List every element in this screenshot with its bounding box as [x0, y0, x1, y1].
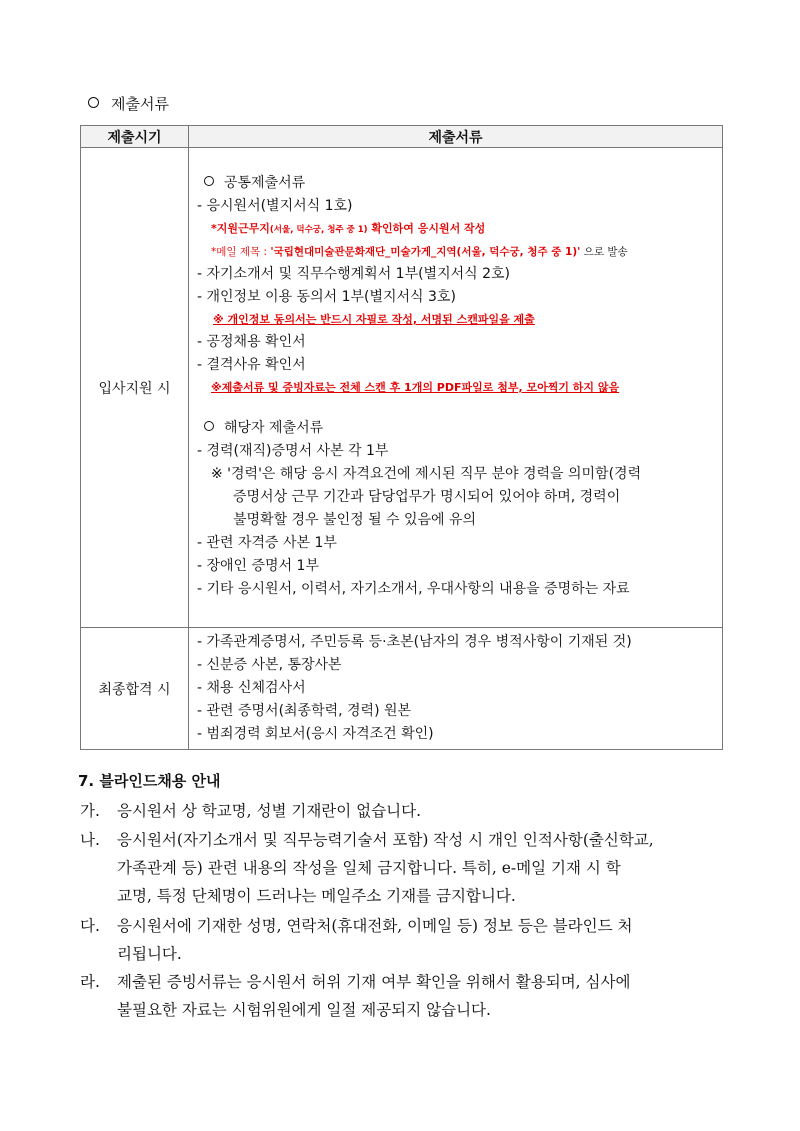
section-7-title: 7. 블라인드채용 안내	[78, 772, 221, 790]
list-item: - 기타 응시원서, 이력서, 자기소개서, 우대사항의 내용을 증명하는 자료	[197, 581, 630, 597]
list-item: 가. 응시원서 상 학교명, 성별 기재란이 없습니다.	[80, 802, 422, 820]
row-docs-final	[189, 628, 723, 750]
table-header-row	[81, 126, 723, 148]
submission-documents-table	[80, 125, 723, 750]
career-reference-note-cont: 불명확할 경우 불인정 될 수 있음에 유의	[233, 512, 477, 528]
list-item: - 범죄경력 회보서(응시 자격조건 확인)	[197, 726, 434, 742]
list-item: - 관련 증명서(최종학력, 경력) 원본	[197, 703, 412, 719]
row-time-apply: 입사지원 시	[81, 148, 189, 628]
table-row	[81, 148, 723, 628]
list-item: 나. 응시원서(자기소개서 및 직무능력기술서 포함) 작성 시 개인 인적사항(출신학교, 가족관계 등) 관련 내용의 작성을 일체 금지합니다. 특히, e-메일 기재 시 학 교명, 특정 단체명이 드러나는 메일주소 기재를 금지합니다.	[80, 831, 654, 905]
header-submission-documents: 제출서류	[189, 126, 723, 148]
row-docs-apply	[189, 148, 723, 628]
list-item: - 공정채용 확인서	[197, 334, 306, 350]
row-time-final: 최종합격 시	[81, 628, 189, 750]
table-row	[81, 628, 723, 750]
list-item: - 경력(재직)증명서 사본 각 1부	[197, 443, 389, 459]
list-item: - 채용 신체검사서	[197, 680, 306, 696]
applicable-docs-heading: 해당자 제출서류	[197, 417, 714, 440]
list-item: 다. 응시원서에 기재한 성명, 연락처(휴대전화, 이메일 등) 정보 등은 블라인드 처 리됩니다.	[80, 917, 633, 963]
list-item: - 신분증 사본, 통장사본	[197, 657, 342, 673]
circle-bullet-icon	[204, 176, 214, 186]
note-mail-subject: *메일 제목 : '국립현대미술관문화재단_미술가게_지역(서울, 덕수궁, 청주 중 1)' 으로 발송	[211, 246, 628, 258]
section-heading-text: 제출서류	[111, 95, 169, 113]
list-item: - 가족관계증명서, 주민등록 등·초본(남자의 경우 병적사항이 기재된 것)	[197, 634, 632, 650]
career-reference-note-cont: 증명서상 근무 기간과 담당업무가 명시되어 있어야 하며, 경력이	[233, 489, 621, 505]
header-submission-time: 제출시기	[81, 126, 189, 148]
section-heading	[88, 93, 169, 114]
list-item: - 응시원서(별지서식 1호)	[197, 198, 353, 214]
note-workplace: *지원근무지(서울, 덕수궁, 청주 중 1) 확인하여 응시원서 작성	[211, 222, 486, 235]
list-item: - 관련 자격증 사본 1부	[197, 535, 337, 551]
list-item: 라. 제출된 증빙서류는 응시원서 허위 기재 여부 확인을 위해서 활용되며, 심사에 불필요한 자료는 시험위원에게 일절 제공되지 않습니다.	[80, 973, 631, 1019]
circle-bullet-icon	[204, 421, 214, 431]
list-item: - 결격사유 확인서	[197, 357, 306, 373]
list-item: - 개인정보 이용 동의서 1부(별지서식 3호)	[197, 289, 456, 305]
note-pdf-scan: ※제출서류 및 증빙자료는 전체 스캔 후 1개의 PDF파일로 첨부, 모아찍기 하지 않음	[211, 381, 620, 394]
common-docs-heading: 공통제출서류	[197, 172, 714, 195]
career-reference-note: ※ '경력'은 해당 응시 자격요건에 제시된 직무 분야 경력을 의미함(경력	[211, 466, 642, 482]
list-item: - 장애인 증명서 1부	[197, 558, 319, 574]
circle-bullet-icon	[88, 97, 99, 108]
note-privacy-consent: ※ 개인정보 동의서는 반드시 자필로 작성, 서명된 스캔파일을 제출	[213, 313, 535, 326]
list-item: - 자기소개서 및 직무수행계획서 1부(별지서식 2호)	[197, 266, 510, 282]
